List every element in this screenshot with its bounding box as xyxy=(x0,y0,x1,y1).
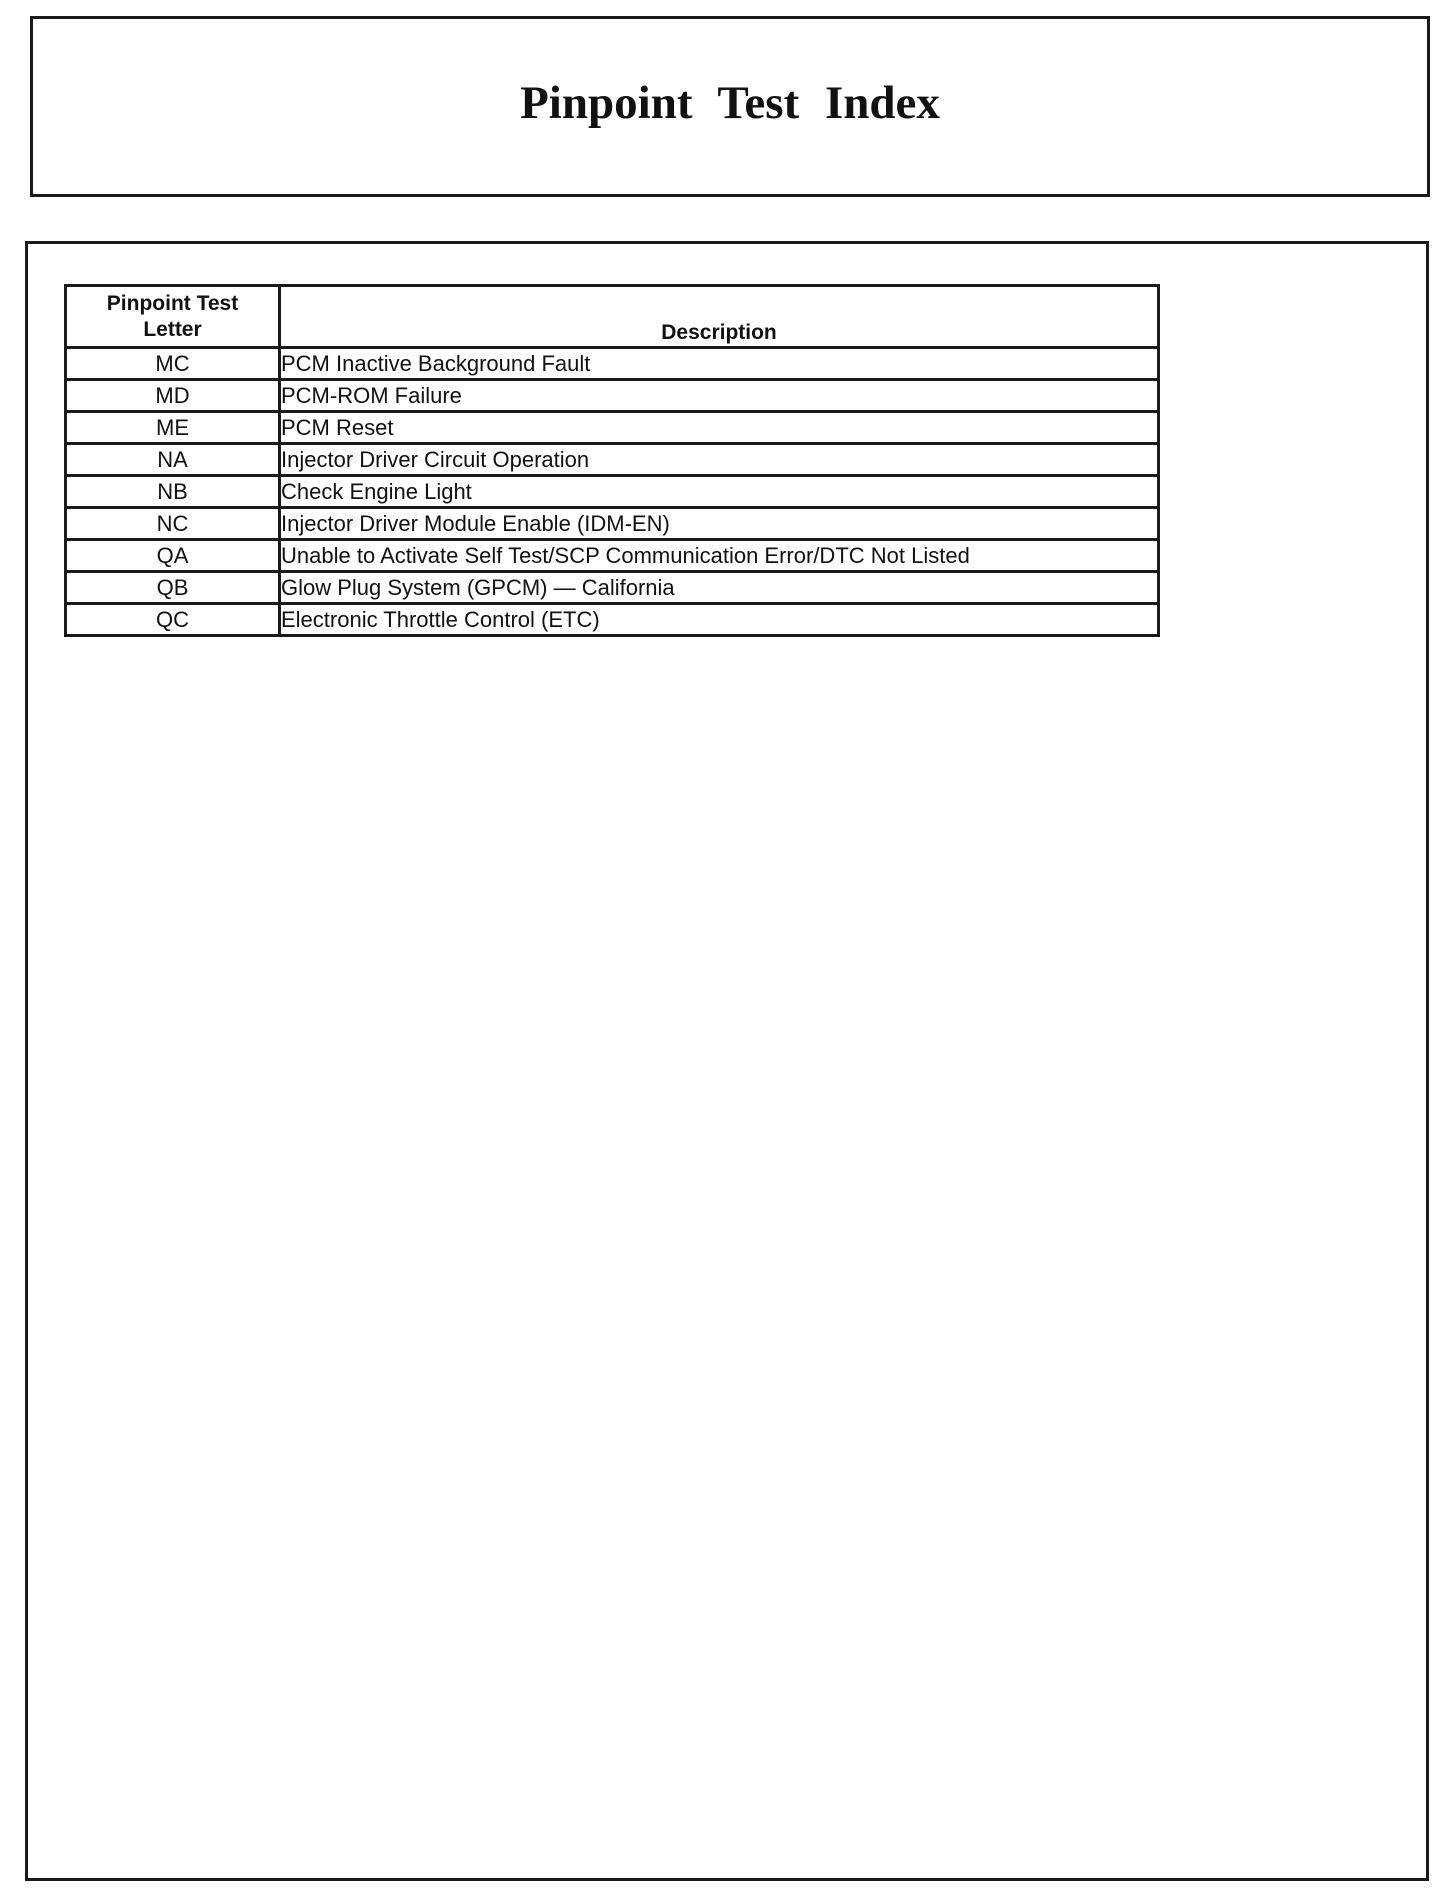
table-row xyxy=(66,476,1159,508)
test-description: Check Engine Light xyxy=(280,476,1159,508)
header-description: Description xyxy=(280,286,1159,348)
test-letter: QB xyxy=(66,572,280,604)
table-row xyxy=(66,540,1159,572)
test-letter: NA xyxy=(66,444,280,476)
test-letter: ME xyxy=(66,412,280,444)
table-row xyxy=(66,604,1159,636)
test-description: PCM-ROM Failure xyxy=(280,380,1159,412)
table-row xyxy=(66,444,1159,476)
title-box xyxy=(30,16,1430,197)
table-row xyxy=(66,572,1159,604)
table-row xyxy=(66,508,1159,540)
test-description: PCM Inactive Background Fault xyxy=(280,348,1159,380)
header-letter-line1: Pinpoint Test xyxy=(106,291,239,315)
pinpoint-test-table xyxy=(64,284,1160,637)
table-row xyxy=(66,348,1159,380)
table-row xyxy=(66,380,1159,412)
page-title: Pinpoint Test Index xyxy=(520,76,940,129)
test-letter: NC xyxy=(66,508,280,540)
test-description: Electronic Throttle Control (ETC) xyxy=(280,604,1159,636)
table-row xyxy=(66,412,1159,444)
header-pinpoint-test-letter xyxy=(66,286,280,348)
test-letter: NB xyxy=(66,476,280,508)
test-description: Glow Plug System (GPCM) — California xyxy=(280,572,1159,604)
test-letter: QC xyxy=(66,604,280,636)
test-letter: QA xyxy=(66,540,280,572)
test-letter: MC xyxy=(66,348,280,380)
test-description: PCM Reset xyxy=(280,412,1159,444)
content-box xyxy=(25,241,1429,1881)
test-description: Injector Driver Module Enable (IDM-EN) xyxy=(280,508,1159,540)
header-letter-line2: Letter xyxy=(143,317,202,341)
test-description: Unable to Activate Self Test/SCP Communication Error/DTC Not Listed xyxy=(280,540,1159,572)
table-header-row xyxy=(66,286,1159,348)
test-description: Injector Driver Circuit Operation xyxy=(280,444,1159,476)
test-letter: MD xyxy=(66,380,280,412)
